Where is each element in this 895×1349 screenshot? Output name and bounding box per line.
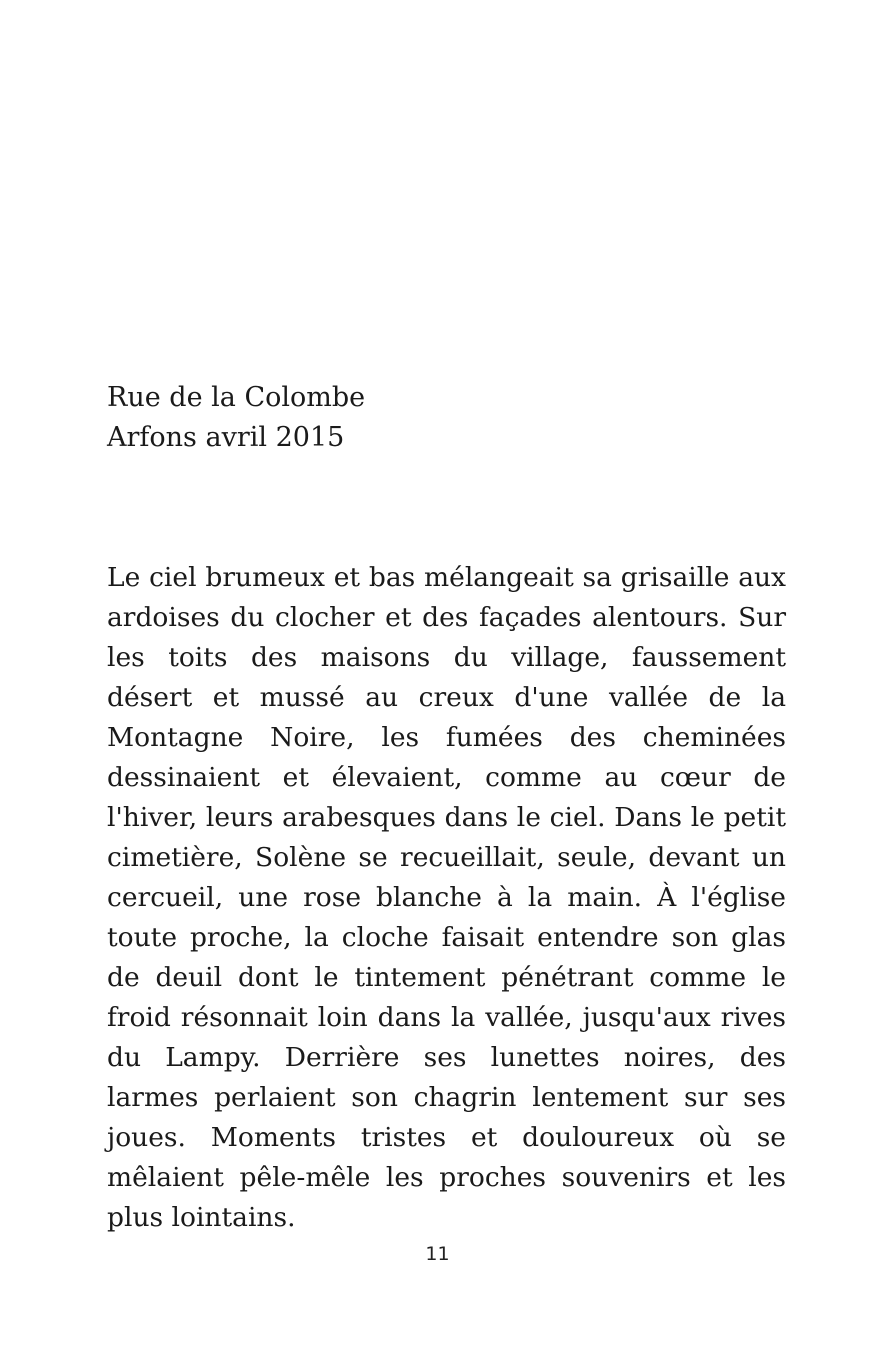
body-paragraph: Le ciel brumeux et bas mélangeait sa grisaille aux ardoises du clocher et des façades alentours. Sur les toits des maisons du village, faussement désert et mussé au creux d'une vallée de la Montagne Noire, les fumées des cheminées dessinaient et élevaient, comme au cœur de l'hiver, leurs arabesques dans le ciel. Dans le petit cimetière, Solène se recueillait, seule, devant un cercueil, une rose blanche à la main. À l'église toute proche, la cloche faisait entendre son glas de deuil dont le tintement pénétrant comme le froid résonnait loin dans la vallée, jusqu'aux rives du Lampy. Derrière ses lunettes noires, des larmes perlaient son chagrin lentement sur ses joues. Moments tristes et douloureux où se mêlaient pêle-mêle les proches souvenirs et les plus lointains. bbox=[107, 562, 786, 1233]
heading-place: Rue de la Colombe bbox=[107, 382, 366, 413]
heading-date: Arfons avril 2015 bbox=[107, 422, 345, 453]
page-number: 11 bbox=[425, 1243, 450, 1265]
chapter-heading bbox=[107, 378, 786, 458]
